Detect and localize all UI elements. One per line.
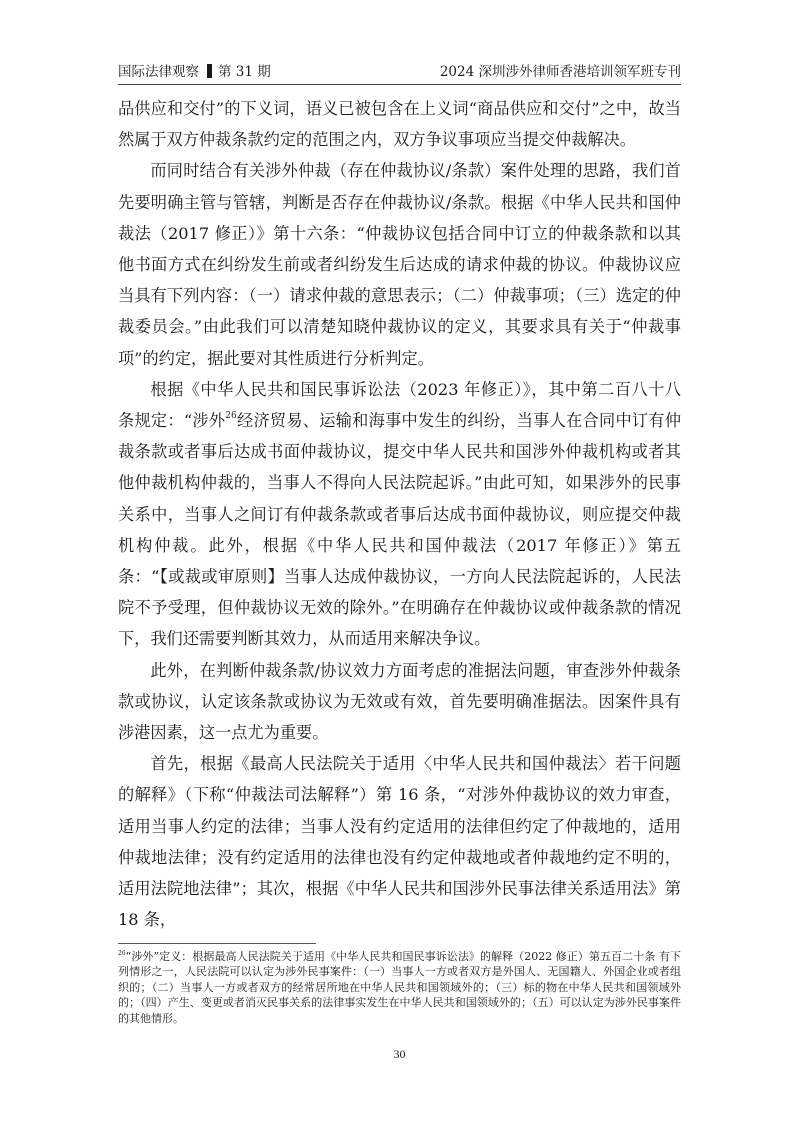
paragraph-arbitration-agreement: 而同时结合有关涉外仲裁（存在仲裁协议/条款）案件处理的思路，我们首先要明确主管与管辖，判断是否存在仲裁协议/条款。根据《中华人民共和国仲裁法（2017 修正）》第十六条：“仲裁协议包括合同中订立的仲裁条款和以其他书面方式在纠纷发生前或者纠纷发生后达成的请求仲裁的协议。仲裁协议应当具有下列内容：（一）请求仲裁的意思表示；（二）仲裁事项；（三）选定的仲裁委员会。”由此我们可以清楚知晓仲裁协议的定义，其要求具有关于“仲裁事项”的约定，据此要对其性质进行分析判定。 [118, 161, 681, 368]
body-text [118, 93, 681, 935]
footnote-divider [118, 943, 316, 944]
paragraph-text-after-footnote: 经济贸易、运输和海事中发生的纠纷，当事人在合同中订有仲裁条款或者事后达成书面仲裁协议，提交中华人民共和国涉外仲裁机构或者其他仲裁机构仲裁的，当事人不得向人民法院起诉。”由此可知，如果涉外的民事关系中，当事人之间订有仲裁条款或者事后达成书面仲裁协议，则应提交仲裁机构仲裁。此外，根据《中华人民共和国仲裁法（2017 年修正）》第五条：“【或裁或审原则】当事人达成仲裁协议，一方向人民法院起诉的，人民法院不予受理，但仲裁协议无效的除外。”在明确存在仲裁协议或仲裁条款的情况下，我们还需要判断其效力，从而适用来解决争议。 [118, 411, 682, 649]
paragraph-civil-procedure-law [118, 374, 681, 655]
paragraph-text-before-footnote: 根据《中华人民共和国民事诉讼法（2023 年修正）》，其中第二百八十八条规定：“涉外 [118, 379, 681, 431]
paragraph-continued: 品供应和交付”的下义词，语义已被包含在上义词“商品供应和交付”之中，故当然属于双方仲裁条款约定的范围之内，双方争议事项应当提交仲裁解决。 [118, 99, 681, 150]
paragraph-applicable-law: 此外，在判断仲裁条款/协议效力方面考虑的准据法问题，审查涉外仲裁条款或协议，认定该条款或协议为无效或有效，首先要明确准据法。因案件具有涉港因素，这一点尤为重要。 [118, 660, 681, 743]
page-number: 30 [393, 1047, 406, 1061]
footnote-text: “涉外”定义：根据最高人民法院关于适用《中华人民共和国民事诉讼法》的解释（2022 修正）第五百二十条 有下列情形之一，人民法院可以认定为涉外民事案件：（一）当事人一方或者双方是外国人、无国籍人、外国企业或者组织的；（二）当事人一方或者双方的经常居所地在中华人民共和国领域外的；（三）标的物在中华人民共和国领域外的；（四）产生、变更或者消灭民事关系的法律事实发生在中华人民共和国领域外的；（五）可以认定为涉外民事案件的其他情形。 [118, 950, 681, 1025]
footnote-reference-26[interactable]: 26 [225, 411, 237, 422]
header-divider [118, 84, 681, 85]
paragraph-judicial-interpretation: 首先，根据《最高人民法院关于适用〈中华人民共和国仲裁法〉若干问题的解释》（下称“仲裁法司法解释”）第 16 条，“对涉外仲裁协议的效力审查，适用当事人约定的法律；当事人没有约定适用的法律但约定了仲裁地的，适用仲裁地法律；没有约定适用的法律也没有约定仲裁地或者仲裁地约定不明的，适用法院地法律”；其次，根据《中华人民共和国涉外民事法律关系适用法》第 18 条， [118, 754, 681, 930]
footnote-mark: 26 [118, 950, 126, 957]
header-journal-issue [118, 60, 271, 80]
running-header [118, 60, 681, 84]
header-special-issue-title: 2024 深圳涉外律师香港培训领军班专刊 [439, 64, 681, 80]
header-issue-number: 第 31 期 [218, 64, 271, 80]
header-separator-bar [207, 64, 212, 78]
footnote-26 [118, 949, 681, 1026]
header-journal-name: 国际法律观察 [118, 64, 199, 80]
